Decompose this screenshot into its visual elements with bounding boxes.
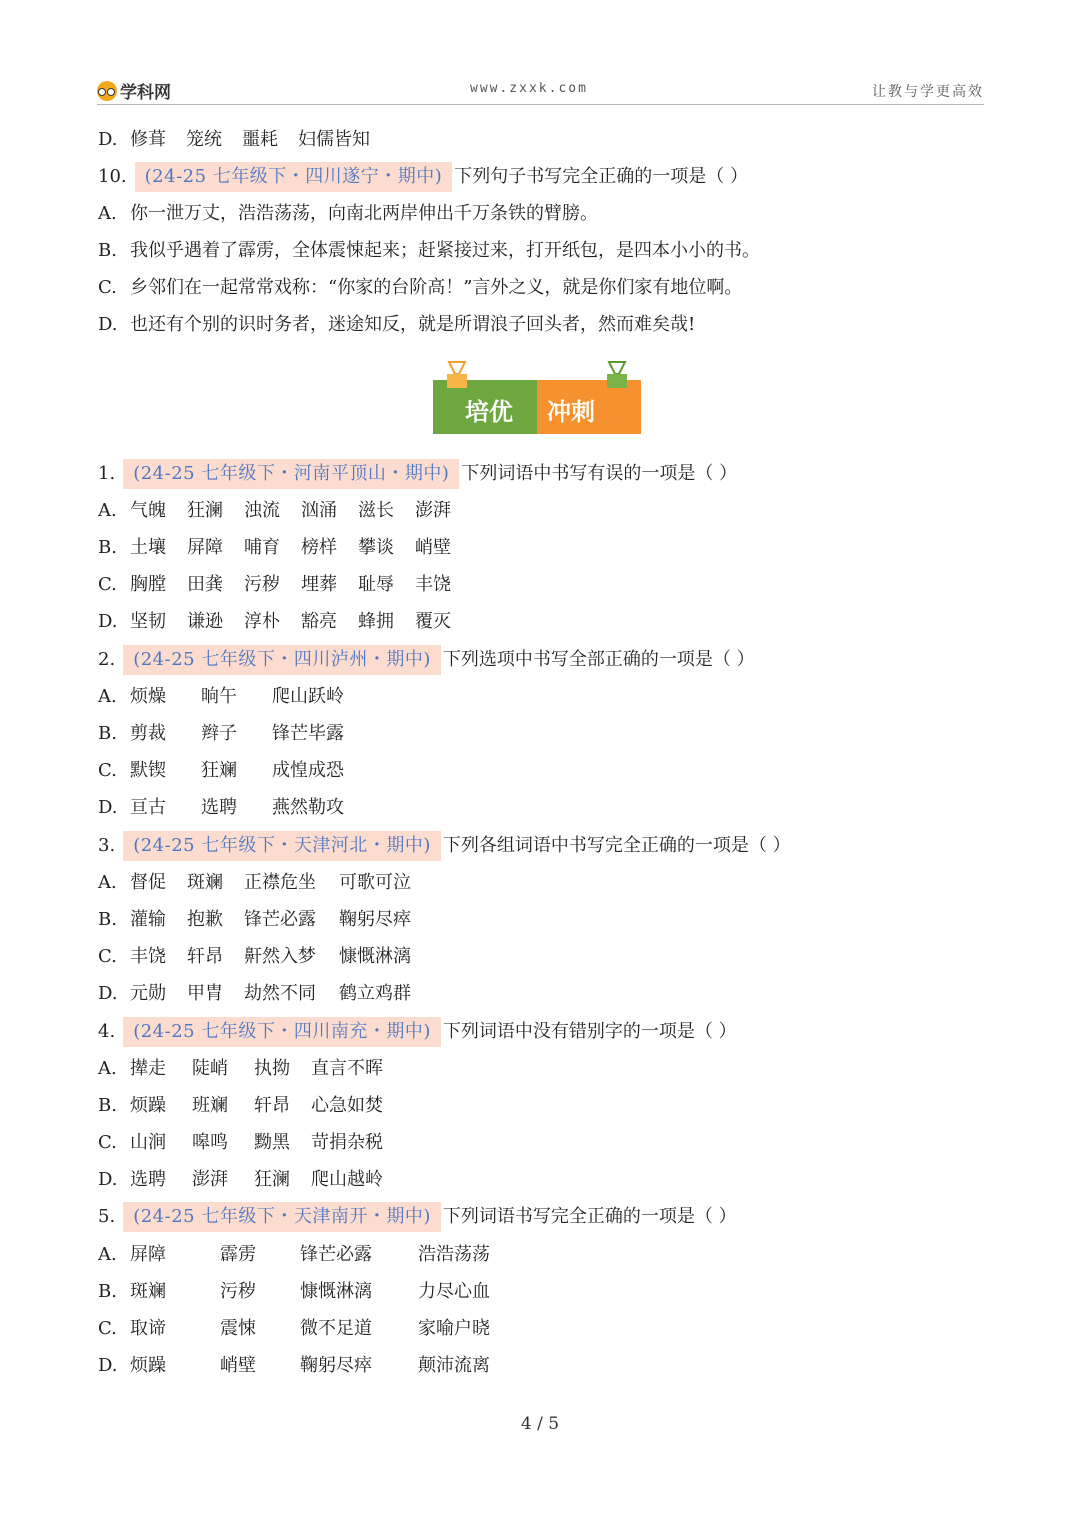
option-text: 也还有个别的识时务者，迷途知反，就是所谓浪子回头者，然而难矣哉! <box>130 314 696 335</box>
word: 豁亮 <box>301 611 337 632</box>
option-letter: D. <box>98 983 118 1004</box>
option-letter: D. <box>98 129 118 150</box>
option-letter: A. <box>98 500 117 521</box>
word: 班斓 <box>192 1095 228 1116</box>
option-letter: C. <box>98 574 117 595</box>
word: 直言不晖 <box>311 1058 383 1079</box>
word: 汹涌 <box>301 500 337 521</box>
option-letter: C. <box>98 760 117 781</box>
slogan: 让教与学更高效 <box>872 84 984 100</box>
option-text: 乡邻们在一起常常戏称：“你家的台阶高！”言外之义，就是你们家有地位啊。 <box>130 277 743 298</box>
word: 撵走 <box>130 1058 166 1079</box>
word: 屏障 <box>187 537 223 558</box>
q10-option-a <box>98 199 598 229</box>
word: 晌午 <box>201 686 237 707</box>
q1-option-b <box>98 533 451 563</box>
q4-option-a <box>98 1054 383 1084</box>
question-source: (24-25 七年级下・四川南充・期中) <box>123 1017 441 1047</box>
word: 成惶成恐 <box>272 760 344 781</box>
word: 峭壁 <box>415 537 451 558</box>
word: 狂澜 <box>254 1169 290 1190</box>
question-number: 2. <box>98 649 116 670</box>
question-text: 下列词语中书写有误的一项是（ ） <box>461 463 738 484</box>
question-source: (24-25 七年级下・四川遂宁・期中) <box>135 162 453 192</box>
word: 谦逊 <box>187 611 223 632</box>
option-letter: D. <box>98 1355 118 1376</box>
option-letter: C. <box>98 277 117 298</box>
word: 气魄 <box>130 500 166 521</box>
word: 督促 <box>130 872 166 893</box>
word: 燕然勒攻 <box>272 797 344 818</box>
option-letter: D. <box>98 314 118 335</box>
option-letter: B. <box>98 537 117 558</box>
q10-option-b <box>98 236 760 266</box>
word: 爬山越岭 <box>311 1169 383 1190</box>
q5-option-d <box>98 1351 490 1381</box>
word: 污秽 <box>244 574 280 595</box>
word: 烦躁 <box>130 1355 166 1376</box>
option-letter: A. <box>98 203 117 224</box>
question-1-stem <box>98 459 737 489</box>
word: 灌输 <box>130 909 166 930</box>
word: 污秽 <box>220 1281 256 1302</box>
q10-option-d <box>98 310 695 340</box>
word: 慷慨淋漓 <box>339 946 411 967</box>
word: 微不足道 <box>300 1318 372 1339</box>
logo-text: 学科网 <box>120 83 171 103</box>
section-banner <box>433 374 641 434</box>
word: 鼾然入梦 <box>244 946 316 967</box>
word: 埋葬 <box>301 574 337 595</box>
word: 心急如焚 <box>311 1095 383 1116</box>
q5-option-a <box>98 1240 490 1270</box>
word: 妇儒皆知 <box>298 129 370 150</box>
question-number: 1. <box>98 463 116 484</box>
q2-option-c <box>98 756 344 786</box>
word: 慷慨淋漓 <box>300 1281 372 1302</box>
word: 噩耗 <box>242 129 278 150</box>
option-letter: C. <box>98 1318 117 1339</box>
binder-clip-icon <box>605 360 629 390</box>
q2-option-a <box>98 682 344 712</box>
question-5-stem <box>98 1202 737 1232</box>
word: 剪裁 <box>130 723 166 744</box>
word: 抱歉 <box>187 909 223 930</box>
q5-option-b <box>98 1277 490 1307</box>
word: 鞠躬尽瘁 <box>300 1355 372 1376</box>
word: 嗥鸣 <box>192 1132 228 1153</box>
word: 家喻户晓 <box>418 1318 490 1339</box>
word: 丰饶 <box>415 574 451 595</box>
word: 震悚 <box>220 1318 256 1339</box>
question-text: 下列各组词语中书写完全正确的一项是（ ） <box>442 835 791 856</box>
q1-option-d <box>98 607 451 637</box>
word: 鞠躬尽瘁 <box>339 909 411 930</box>
q1-option-c <box>98 570 451 600</box>
option-letter: B. <box>98 723 117 744</box>
q3-option-a <box>98 868 411 898</box>
word: 锋芒毕露 <box>272 723 344 744</box>
word: 轩昂 <box>254 1095 290 1116</box>
word: 鹤立鸡群 <box>339 983 411 1004</box>
owl-logo-icon <box>97 81 117 101</box>
option-letter: A. <box>98 872 117 893</box>
word: 辫子 <box>201 723 237 744</box>
banner-left-text: 培优 <box>465 398 513 426</box>
word: 元勋 <box>130 983 166 1004</box>
page-header <box>97 76 984 105</box>
option-letter: C. <box>98 1132 117 1153</box>
question-text: 下列选项中书写全部正确的一项是（ ） <box>442 649 755 670</box>
q2-option-d <box>98 793 344 823</box>
word: 狂斓 <box>201 760 237 781</box>
q1-option-a <box>98 496 451 526</box>
word: 取谛 <box>130 1318 166 1339</box>
option-letter: A. <box>98 686 117 707</box>
option-letter: D. <box>98 611 118 632</box>
q3-option-c <box>98 942 411 972</box>
q3-option-b <box>98 905 411 935</box>
word: 斑斓 <box>187 872 223 893</box>
word: 澎湃 <box>415 500 451 521</box>
option-text: 你一泄万丈，浩浩荡荡，向南北两岸伸出千万条铁的臂膀。 <box>130 203 598 224</box>
word: 坚韧 <box>130 611 166 632</box>
option-letter: A. <box>98 1058 117 1079</box>
q5-option-c <box>98 1314 490 1344</box>
word: 丰饶 <box>130 946 166 967</box>
q4-option-d <box>98 1165 383 1195</box>
word: 锋芒必露 <box>244 909 316 930</box>
word: 选聘 <box>130 1169 166 1190</box>
question-3-stem <box>98 831 791 861</box>
word: 烦躁 <box>130 1095 166 1116</box>
word: 默锲 <box>130 760 166 781</box>
question-2-stem <box>98 645 755 675</box>
question-text: 下列句子书写完全正确的一项是（ ） <box>454 166 749 187</box>
option-letter: D. <box>98 797 118 818</box>
word: 狂澜 <box>187 500 223 521</box>
q4-option-c <box>98 1128 383 1158</box>
question-number: 3. <box>98 835 116 856</box>
word: 耻辱 <box>358 574 394 595</box>
question-4-stem <box>98 1017 737 1047</box>
word: 澎湃 <box>192 1169 228 1190</box>
word: 选聘 <box>201 797 237 818</box>
prev-option-d <box>98 125 370 155</box>
word: 淳朴 <box>244 611 280 632</box>
word: 劫然不同 <box>244 983 316 1004</box>
word: 霹雳 <box>220 1244 256 1265</box>
question-number: 5. <box>98 1206 116 1227</box>
word: 哺育 <box>244 537 280 558</box>
word: 蜂拥 <box>358 611 394 632</box>
question-10-stem <box>98 162 748 192</box>
word: 苛捐杂税 <box>311 1132 383 1153</box>
question-source: (24-25 七年级下・天津河北・期中) <box>123 831 441 861</box>
page-number: 4 / 5 <box>520 1414 560 1434</box>
word: 浩浩荡荡 <box>418 1244 490 1265</box>
word: 攀谈 <box>358 537 394 558</box>
question-source: (24-25 七年级下・天津南开・期中) <box>123 1202 441 1232</box>
question-number: 10. <box>98 166 127 187</box>
word: 修葺 <box>130 129 166 150</box>
option-letter: C. <box>98 946 117 967</box>
binder-clip-icon <box>445 360 469 390</box>
word: 爬山跃岭 <box>272 686 344 707</box>
banner-right-text: 冲刺 <box>547 398 595 426</box>
site-url: www.zxxk.com <box>470 81 588 96</box>
option-letter: B. <box>98 1095 117 1116</box>
word: 土壤 <box>130 537 166 558</box>
option-letter: B. <box>98 1281 117 1302</box>
word: 笼统 <box>186 129 222 150</box>
word: 烦燥 <box>130 686 166 707</box>
word: 滋长 <box>358 500 394 521</box>
option-text: 我似乎遇着了霹雳，全体震悚起来；赶紧接过来，打开纸包，是四本小小的书。 <box>130 240 760 261</box>
word: 屏障 <box>130 1244 166 1265</box>
logo <box>97 78 171 103</box>
word: 颠沛流离 <box>418 1355 490 1376</box>
option-letter: B. <box>98 909 117 930</box>
word: 亘古 <box>130 797 166 818</box>
word: 山涧 <box>130 1132 166 1153</box>
q3-option-d <box>98 979 411 1009</box>
word: 可歌可泣 <box>339 872 411 893</box>
question-source: (24-25 七年级下・河南平顶山・期中) <box>123 459 459 489</box>
question-text: 下列词语中没有错别字的一项是（ ） <box>442 1021 737 1042</box>
word: 正襟危坐 <box>244 872 316 893</box>
word: 田龚 <box>187 574 223 595</box>
word: 轩昂 <box>187 946 223 967</box>
option-letter: B. <box>98 240 117 261</box>
q10-option-c <box>98 273 742 303</box>
question-text: 下列词语书写完全正确的一项是（ ） <box>442 1206 737 1227</box>
word: 锋芒必露 <box>300 1244 372 1265</box>
word: 胸膛 <box>130 574 166 595</box>
q2-option-b <box>98 719 344 749</box>
word: 斑斓 <box>130 1281 166 1302</box>
option-letter: A. <box>98 1244 117 1265</box>
word: 执拗 <box>254 1058 290 1079</box>
word: 甲胄 <box>187 983 223 1004</box>
word: 浊流 <box>244 500 280 521</box>
word: 力尽心血 <box>418 1281 490 1302</box>
word: 峭壁 <box>220 1355 256 1376</box>
question-number: 4. <box>98 1021 116 1042</box>
word: 陡峭 <box>192 1058 228 1079</box>
word: 榜样 <box>301 537 337 558</box>
question-source: (24-25 七年级下・四川泸州・期中) <box>123 645 441 675</box>
q4-option-b <box>98 1091 383 1121</box>
option-letter: D. <box>98 1169 118 1190</box>
word: 黝黑 <box>254 1132 290 1153</box>
word: 覆灭 <box>415 611 451 632</box>
